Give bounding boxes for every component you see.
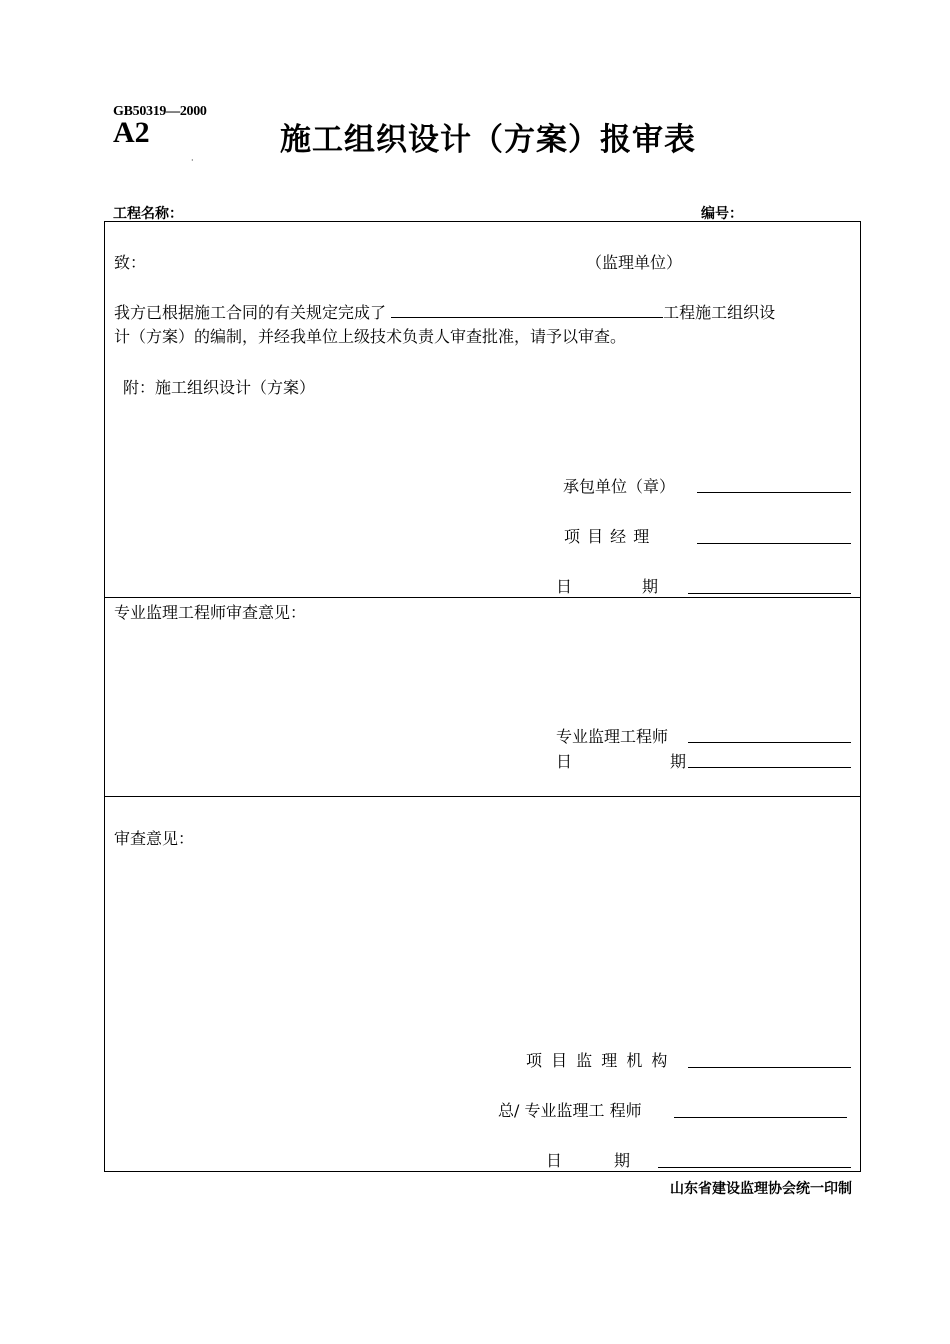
attachment-line: 附：施工组织设计（方案） — [123, 378, 316, 397]
engineer-label: 专业监理工程师 — [556, 727, 669, 746]
date-label-2a: 日 — [556, 752, 573, 771]
engineer-blank[interactable] — [688, 726, 851, 743]
contractor-label: 承包单位（章） — [563, 477, 676, 496]
date-blank-1[interactable] — [688, 577, 851, 594]
date-label-3a: 日 — [546, 1151, 563, 1170]
number-label: 编号： — [701, 206, 743, 222]
chief-engineer-blank[interactable] — [674, 1101, 847, 1118]
engineer-opinion-heading: 专业监理工程师审查意见： — [114, 603, 307, 622]
standard-code: GB50319—2000 — [113, 104, 207, 119]
project-name-label: 工程名称： — [113, 206, 183, 222]
stray-dot: · — [191, 156, 194, 165]
date-label-1b: 期 — [642, 577, 659, 596]
supervisor-unit-label: （监理单位） — [586, 253, 683, 272]
body-line-1-prefix: 我方已根据施工合同的有关规定完成了 — [114, 303, 387, 322]
contractor-blank[interactable] — [697, 476, 851, 493]
date-label-3b: 期 — [614, 1151, 631, 1170]
date-label-1a: 日 — [556, 577, 573, 596]
agency-label: 项 目 监 理 机 构 — [526, 1051, 670, 1070]
manager-label: 项 目 经 理 — [564, 527, 651, 546]
chief-engineer-label: 总/ 专业监理工 程师 — [498, 1101, 642, 1120]
body-line-1-suffix: 工程施工组织设 — [663, 303, 776, 322]
to-label: 致： — [114, 253, 147, 272]
form-code: A2 — [113, 116, 150, 149]
review-opinion-heading: 审查意见： — [114, 829, 195, 848]
agency-blank[interactable] — [688, 1051, 851, 1068]
printer-note: 山东省建设监理协会统一印制 — [670, 1181, 852, 1197]
date-blank-2[interactable] — [688, 751, 851, 768]
date-label-2b: 期 — [670, 752, 687, 771]
date-blank-3[interactable] — [658, 1151, 851, 1168]
body-line-1 — [114, 300, 775, 323]
body-line-2: 计（方案）的编制，并经我单位上级技术负责人审查批准，请予以审查。 — [114, 327, 627, 346]
project-name-blank[interactable] — [391, 301, 663, 318]
page-title: 施工组织设计（方案）报审表 — [280, 122, 696, 158]
manager-blank[interactable] — [697, 527, 851, 544]
